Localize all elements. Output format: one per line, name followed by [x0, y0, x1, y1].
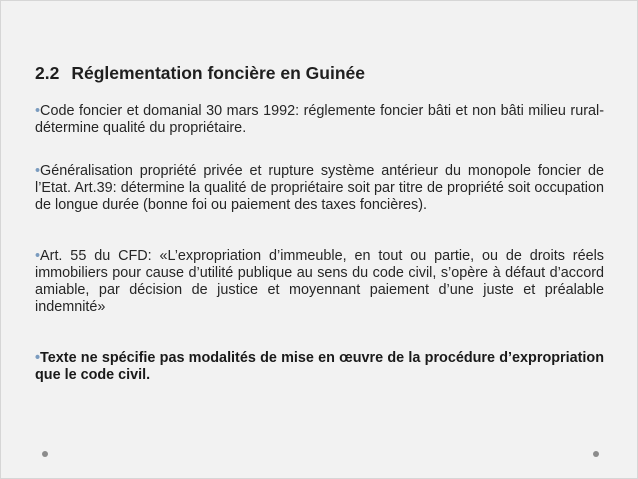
- bullet-text: Art. 55 du CFD: «L’expropriation d’immeuble, en tout ou partie, ou de droits réels immobiliers pour cause d’utilité publique au sens du code civil, s’opère à défaut d’accord amiable, par décision de justice et moyennant paiement d’une juste et préalable indemnité»: [35, 248, 604, 315]
- bullet-text: Code foncier et domanial 30 mars 1992: réglemente foncier bâti et non bâti milieu rural-détermine qualité du propriétaire.: [35, 103, 604, 136]
- bullet-text: Généralisation propriété privée et rupture système antérieur du monopole foncier de l’Etat. Art.39: détermine la qualité de propriétaire soit par titre de propriété soit occupation de longue durée (bonne foi ou paiement des taxes foncières).: [35, 163, 604, 213]
- bullet-dot-icon: •: [35, 350, 41, 366]
- bullet-paragraph: [35, 248, 604, 316]
- section-number: 2.2: [35, 63, 60, 83]
- slide-title: [35, 63, 605, 84]
- bullet-dot-icon: •: [35, 103, 41, 119]
- bullet-paragraph: [35, 163, 604, 214]
- bullet-text: Texte ne spécifie pas modalités de mise en œuvre de la procédure d’expropriation que le code civil.: [35, 350, 604, 383]
- decorative-dot-icon: [42, 451, 48, 457]
- bullet-paragraph-emphasis: [35, 350, 604, 384]
- bullet-dot-icon: •: [35, 163, 41, 179]
- bullet-paragraph: [35, 103, 604, 137]
- bullet-dot-icon: •: [35, 248, 41, 264]
- decorative-dot-icon: [593, 451, 599, 457]
- title-text: Réglementation foncière en Guinée: [71, 63, 365, 83]
